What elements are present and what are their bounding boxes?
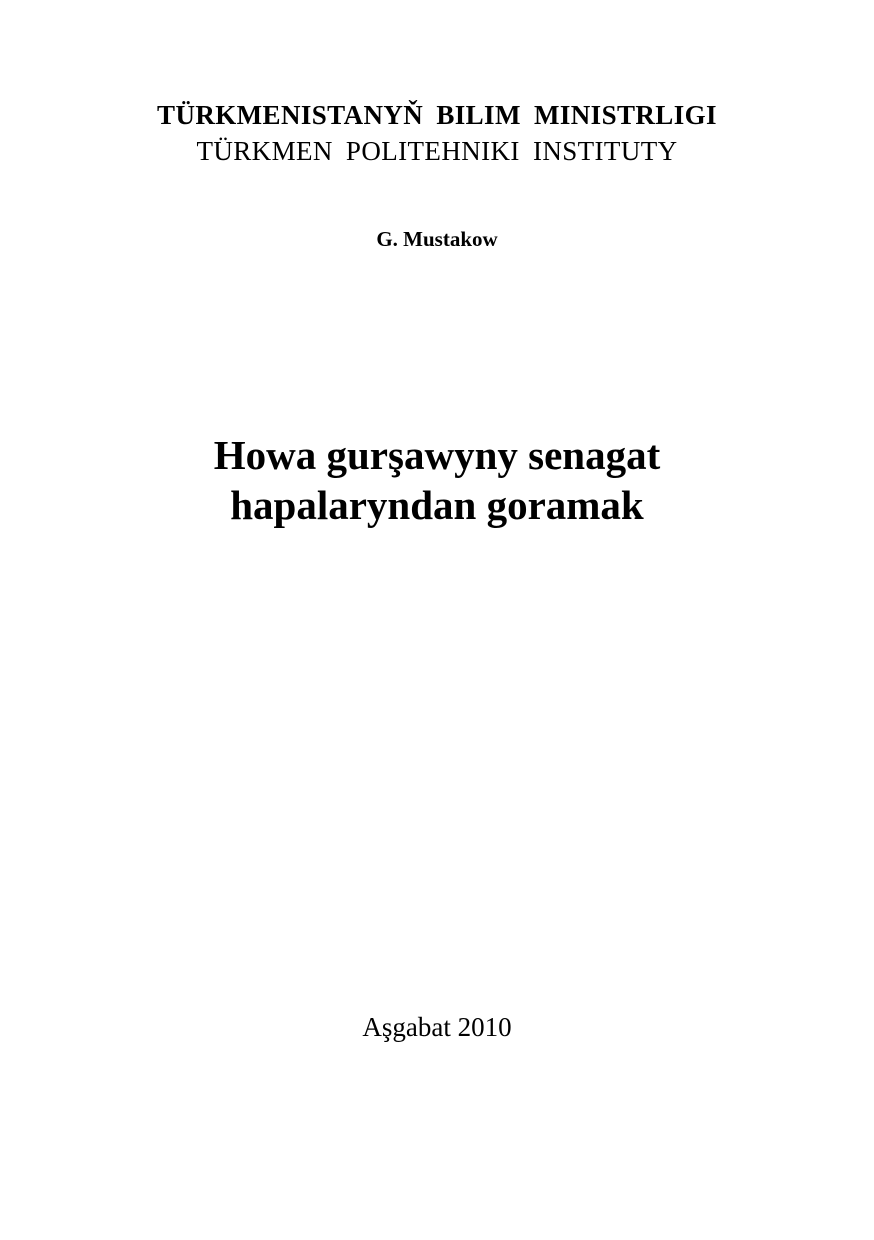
city-and-year: Aşgabat 2010 [362,1012,512,1042]
author-name: G. Mustakow [376,227,498,251]
ministry-heading: TÜRKMENISTANYŇ BILIM MINISTRLIGI [157,100,717,130]
document-title-line-1: Howa gurşawyny senagat [213,432,661,478]
document-title-line-2: hapalaryndan goramak [230,482,644,528]
institute-heading: TÜRKMEN POLITEHNIKI INSTITUTY [196,136,678,166]
